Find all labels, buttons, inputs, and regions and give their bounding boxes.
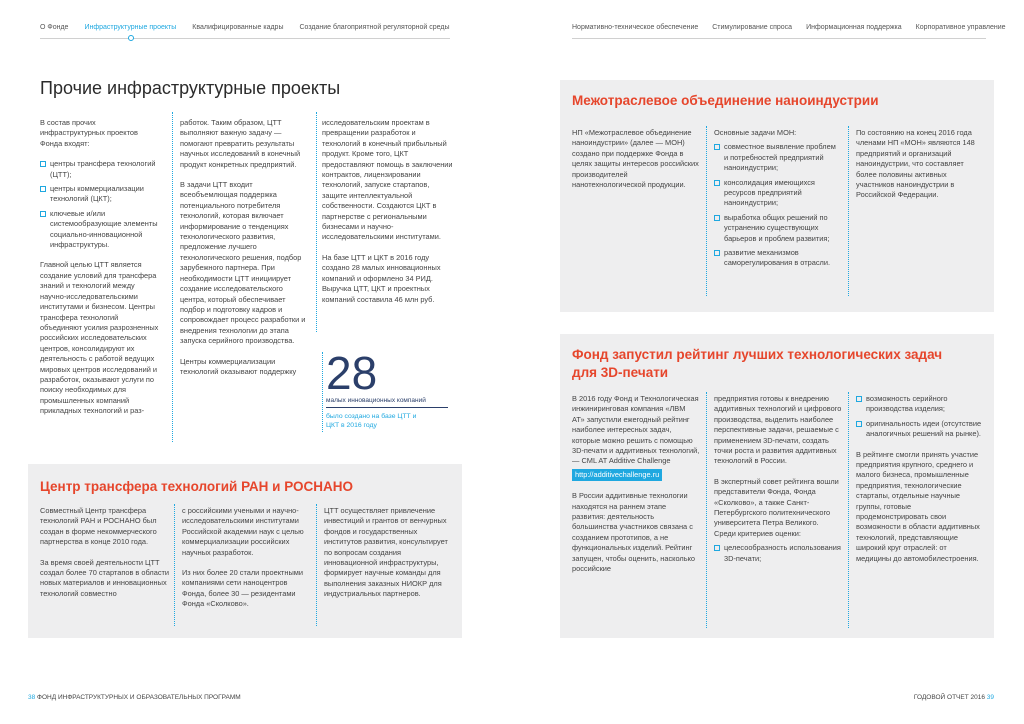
panel-title: Фонд запустил рейтинг лучших технологических задач для 3D-печати	[572, 347, 943, 380]
footer-text: ФОНД ИНФРАСТРУКТУРНЫХ И ОБРАЗОВАТЕЛЬНЫХ ПРОГРАММ	[37, 694, 241, 701]
footer-right	[914, 694, 994, 701]
highlight-caption: малых инновационных компаний	[326, 397, 448, 408]
footer-left	[28, 694, 241, 701]
bullet-square-icon	[40, 211, 46, 217]
nav-item-about[interactable]: О Фонде	[40, 24, 69, 31]
nav-item-infrastructure[interactable]: Инфраструктурные проекты	[84, 24, 177, 31]
list-item: возможность серийного производства изделия;	[856, 394, 984, 415]
nav-divider	[40, 38, 450, 39]
bullet-square-icon	[714, 250, 720, 256]
top-navigation-left	[40, 24, 450, 31]
nav-item-normative[interactable]: Нормативно-техническое обеспечение	[572, 24, 699, 31]
bullet-square-icon	[40, 186, 46, 192]
list-item: развитие механизмов саморегулирования в отрасли.	[714, 248, 840, 269]
paragraph: работок. Таким образом, ЦТТ выполняют важную задачу — помогают превратить результаты научных исследований в конечный продукт конкретных предприятий.	[180, 118, 301, 169]
nav-item-info-support[interactable]: Информационная поддержка	[806, 24, 902, 31]
paragraph: За время своей деятельности ЦТТ создал более 70 стартапов в области новых материалов и инновационных технологий совместно	[40, 557, 170, 598]
column-divider	[848, 392, 849, 628]
panel-column-1	[40, 506, 170, 609]
paragraph: с российскими учеными и научно-исследовательскими институтами Российской академии наук с целью коммерциализации российских научных разработок.	[182, 506, 304, 557]
column-divider	[706, 126, 707, 296]
paragraph: предприятия готовы к внедрению аддитивных технологий и цифрового производства, выделить наиболее перспективные задачи, решаемые с применением 3D-печати, создать точки роста и развития аддитивных технологий в России.	[714, 394, 842, 466]
nav-active-marker-icon	[128, 35, 134, 41]
paragraph: На базе ЦТТ и ЦКТ в 2016 году создано 28 малых инновационных компаний и оформлено 34 РИД. Выручка ЦТТ, ЦКТ и проектных компаний составила 46 млн руб.	[322, 252, 441, 304]
paragraph: ЦТТ осуществляет привлечение инвестиций и грантов от венчурных фондов и государственных институтов развития, консультирует по вопросам создания инновационной инфраструктуры, формирует научные команды для выполнения заказных НИОКР для индустриальных партнеров.	[324, 506, 448, 599]
panel-column-1	[572, 394, 700, 585]
list-item: совместное выявление проблем и потребностей предприятий наноиндустрии;	[714, 142, 840, 173]
panel-column-2	[182, 506, 312, 620]
paragraph: В задачи ЦТТ входит всеобъемлющая поддержка потенциального потребителя технологий, которая включает информирование о тенденциях технологического развития, предложение лучшего технологического решения, подбор зарубежного партнера. При необходимости ЦТТ инициирует создание исследовательского центра, который обеспечивает подбор и подготовку кадров и сопровождает процесс разработки и внедрения технологии до этапа запуска серийного производства.	[180, 180, 306, 346]
nav-item-corporate[interactable]: Корпоративное управление	[915, 24, 1006, 31]
paragraph: Центры коммерциализации технологий оказывают поддержку	[180, 356, 297, 376]
column-divider	[706, 392, 707, 628]
list-item: ключевые и/или системообразующие элементы социально-инновационной инфраструктуры.	[40, 209, 162, 251]
page-title: Прочие инфраструктурные проекты	[40, 78, 341, 98]
right-page	[512, 0, 1024, 724]
highlight-number: 28	[326, 347, 378, 399]
left-column-3	[322, 118, 454, 315]
bullet-square-icon	[40, 161, 46, 167]
panel-3d-printing-rating	[560, 334, 994, 638]
list-item: оригинальность идеи (отсутствие аналогичных решений на рынке).	[856, 419, 984, 440]
list-item: центры коммерциализации технологий (ЦКТ);	[40, 184, 162, 205]
paragraph: По состоянию на конец 2016 года членами НП «МОН» являются 148 предприятий и организаций наноиндустрии, что составляет более половины активных участников наноиндустрии в Российской Федерации.	[856, 128, 975, 200]
panel-mon	[560, 80, 994, 312]
paragraph: Совместный Центр трансфера технологий РАН и РОСНАНО был создан в форме некоммерческого партнерства в конце 2010 года.	[40, 506, 157, 547]
panel-title: Межотраслевое объединение наноиндустрии	[572, 93, 879, 108]
nav-item-qualified-staff[interactable]: Квалифицированные кадры	[192, 24, 284, 31]
panel-ctt-ran-rosnano	[28, 464, 462, 638]
highlight-subcaption: было создано на базе ЦТТ и ЦКТ в 2016 году	[326, 413, 417, 429]
list-item: центры трансфера технологий (ЦТТ);	[40, 159, 162, 180]
highlight-divider	[322, 352, 323, 432]
paragraph: В 2016 году Фонд и Технологическая инжиниринговая компания «ЛВМ АТ» запустили ежегодный рейтинг наиболее интересных задач, которые можно решить с помощью 3D-печати и аддитивных технологий, — CML AT Additive Challenge	[572, 394, 700, 466]
list-item: консолидация имеющихся ресурсов предприятий наноиндустрии;	[714, 178, 840, 209]
column-divider	[316, 112, 317, 332]
list-item: выработка общих решений по устранению существующих барьеров и проблем развития;	[714, 213, 840, 244]
bullet-square-icon	[856, 421, 862, 427]
panel-column-3	[856, 128, 984, 211]
paragraph: НП «Межотраслевое объединение наноиндустрии» (далее — МОН) создано при поддержке Фонда в целях защиты интересов российских производителей нанотехнологической продукции.	[572, 128, 699, 190]
panel-column-2	[714, 128, 840, 273]
bullet-square-icon	[714, 215, 720, 221]
column-divider	[172, 112, 173, 442]
bullet-square-icon	[714, 545, 720, 551]
bullet-square-icon	[714, 144, 720, 150]
bullet-square-icon	[856, 396, 862, 402]
page-number: 39	[986, 694, 994, 701]
list-item: целесообразность использования 3D-печати;	[714, 543, 842, 564]
nav-divider	[572, 38, 986, 39]
paragraph: Из них более 20 стали проектными компаниями сети наноцентров Фонда, более 30 — резидентами Фонда «Сколково».	[182, 568, 303, 609]
footer-text: ГОДОВОЙ ОТЧЕТ 2016	[913, 694, 985, 701]
paragraph: В экспертный совет рейтинга вошли представители Фонда, Фонда «Сколково», а также Санкт-Петербургского политехнического университета Петра Великого. Среди критериев оценки:	[714, 476, 839, 538]
panel-column-1	[572, 128, 700, 200]
column-divider	[174, 504, 175, 626]
paragraph: исследовательским проектам в превращении разработок и технологий в конечный прибыльный продукт. Кроме того, ЦКТ предоставляют помощь в заключении контрактов, лицензировании технологий, запуске стартапов, защите интеллектуальной собственности. Создаются ЦКТ в партнерстве с региональными бизнесами и научно-исследовательскими институтами.	[322, 118, 453, 242]
nav-item-demand[interactable]: Стимулирование спроса	[712, 24, 793, 31]
top-navigation-right	[572, 24, 1006, 31]
nav-item-regulatory[interactable]: Создание благоприятной регуляторной среды	[299, 24, 450, 31]
panel-title: Центр трансфера технологий РАН и РОСНАНО	[40, 479, 354, 494]
page-number: 38	[28, 694, 36, 701]
paragraph: Главной целью ЦТТ является создание условий для трансфера знаний и технологий между научно-исследовательскими институтами и бизнесом. Центры трансфера технологий объединяют усилия разрозненных российских исследовательских центров, консолидируют их деятельность с работой ведущих мировых центров исследований и разработок, оказывают услуги по поиску необходимых для промышленных компаний прикладных технологий и раз-	[40, 260, 159, 416]
additive-challenge-link[interactable]: http://additivechallenge.ru	[572, 469, 662, 481]
column-divider	[848, 126, 849, 296]
left-column-1	[40, 118, 162, 427]
left-column-2	[180, 118, 308, 387]
paragraph: В России аддитивные технологии находятся на раннем этапе развития: деятельность большинства участников связана с созданием прототипов, а не функциональных изделий. Рейтинг запущен, чтобы оценить, насколько российские	[572, 491, 696, 574]
bullet-square-icon	[714, 180, 720, 186]
panel-column-2	[714, 394, 842, 568]
paragraph: В рейтинге смогли принять участие предприятия крупного, среднего и малого бизнеса, промышленные предприятия, технологические стартапы, отдельные научные группы, готовые продемонстрировать свои возможности в области аддитивных технологий, представляющие широкий круг отраслей: от медицины до автомобилестроения.	[856, 449, 980, 563]
intro-text: В состав прочих инфраструктурных проектов Фонда входят:	[40, 118, 138, 148]
panel-column-3	[324, 506, 456, 610]
panel-column-3	[856, 394, 984, 574]
paragraph: Основные задачи МОН:	[714, 128, 797, 137]
column-divider	[316, 504, 317, 626]
